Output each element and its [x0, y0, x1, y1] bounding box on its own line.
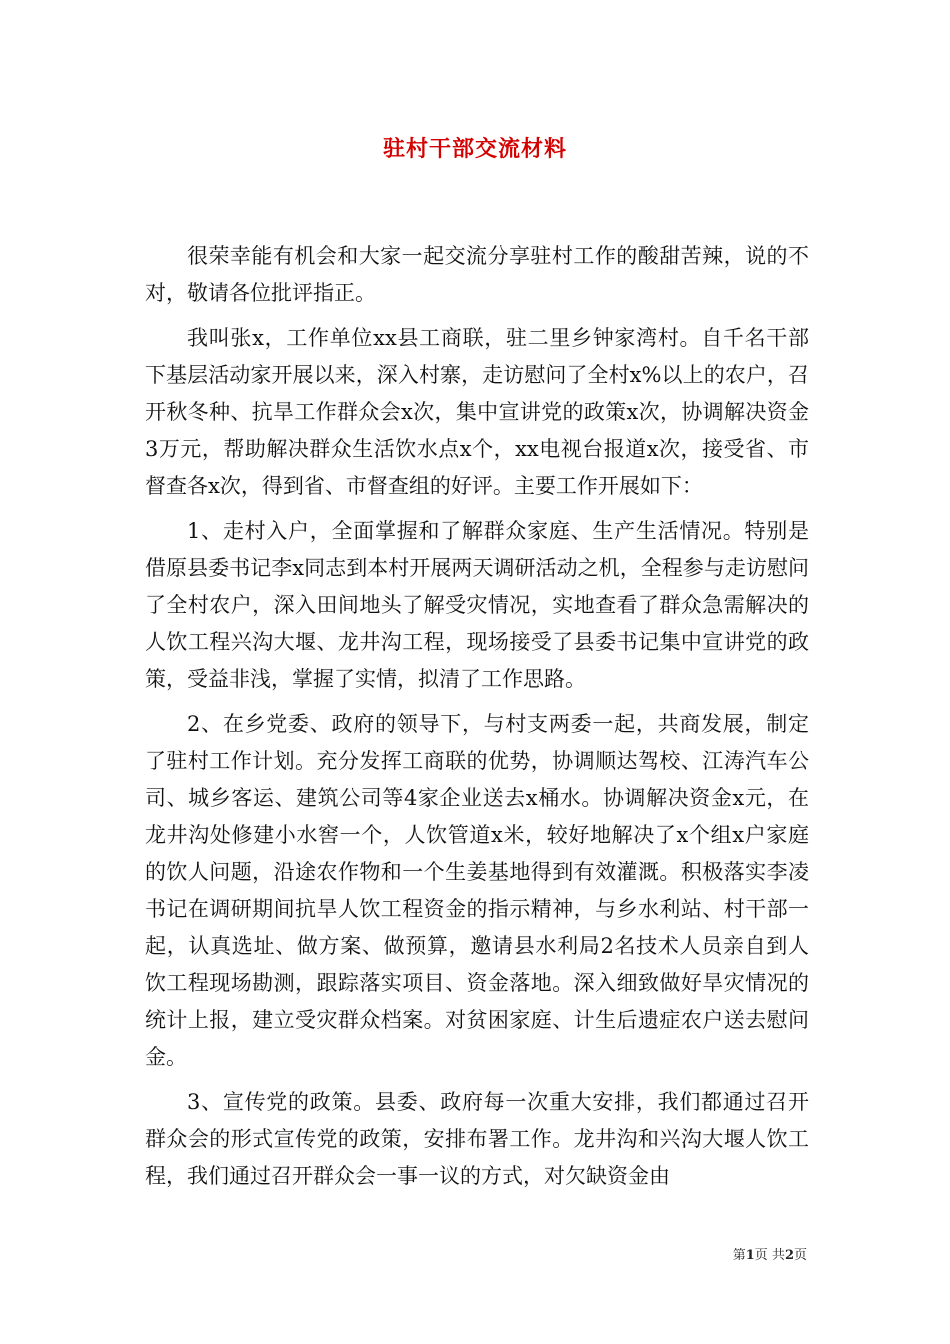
footer-middle: 页 共 — [754, 1248, 785, 1263]
paragraph-item-1: 1、走村入户，全面掌握和了解群众家庭、生产生活情况。特别是借原县委书记李x同志到本村开展两天调研活动之机，全程参与走访慰问了全村农户，深入田间地头了解受灾情况，实地查看了群众急需解决的人饮工程兴沟大堰、龙井沟工程，现场接受了县委书记集中宣讲党的政策，受益非浅，掌握了实情，拟清了工作思路。 — [145, 519, 809, 691]
paragraph-intro: 很荣幸能有机会和大家一起交流分享驻村工作的酸甜苦辣，说的不对，敬请各位批评指正。 — [145, 244, 809, 305]
paragraph-item-2: 2、在乡党委、政府的领导下，与村支两委一起，共商发展，制定了驻村工作计划。充分发挥工商联的优势，协调顺达驾校、江涛汽车公司、城乡客运、建筑公司等4家企业送去x桶水。协调解决资金x元，在龙井沟处修建小水窖一个，人饮管道x米，较好地解决了x个组x户家庭的饮人问题，沿途农作物和一个生姜基地得到有效灌溉。积极落实李凌书记在调研期间抗旱人饮工程资金的指示精神，与乡水利站、村干部一起，认真选址、做方案、做预算，邀请县水利局2名技术人员亲自到人饮工程现场勘测，跟踪落实项目、资金落地。深入细致做好旱灾情况的统计上报，建立受灾群众档案。对贫困家庭、计生后遗症农户送去慰问金。 — [145, 712, 809, 1069]
document-title: 驻村干部交流材料 — [382, 136, 567, 162]
footer-total-pages: 2 — [784, 1248, 794, 1263]
footer-current-page: 1 — [745, 1248, 755, 1263]
footer-prefix: 第 — [732, 1248, 746, 1263]
paragraph-item-3: 3、宣传党的政策。县委、政府每一次重大安排，我们都通过召开群众会的形式宣传党的政策，安排布署工作。龙井沟和兴沟大堰人饮工程，我们通过召开群众会一事一议的方式，对欠缺资金由 — [145, 1090, 809, 1188]
paragraph-self-introduction: 我叫张x，工作单位xx县工商联，驻二里乡钟家湾村。自千名干部下基层活动家开展以来，深入村寨，走访慰问了全村x%以上的农户，召开秋冬种、抗旱工作群众会x次，集中宣讲党的政策x次，协调解决资金3万元，帮助解决群众生活饮水点x个，xx电视台报道x次，接受省、市督查各x次，得到省、市督查组的好评。主要工作开展如下： — [145, 326, 809, 498]
document-body — [145, 238, 809, 1195]
footer-suffix: 页 — [793, 1248, 807, 1263]
page-number-footer — [733, 1248, 807, 1264]
